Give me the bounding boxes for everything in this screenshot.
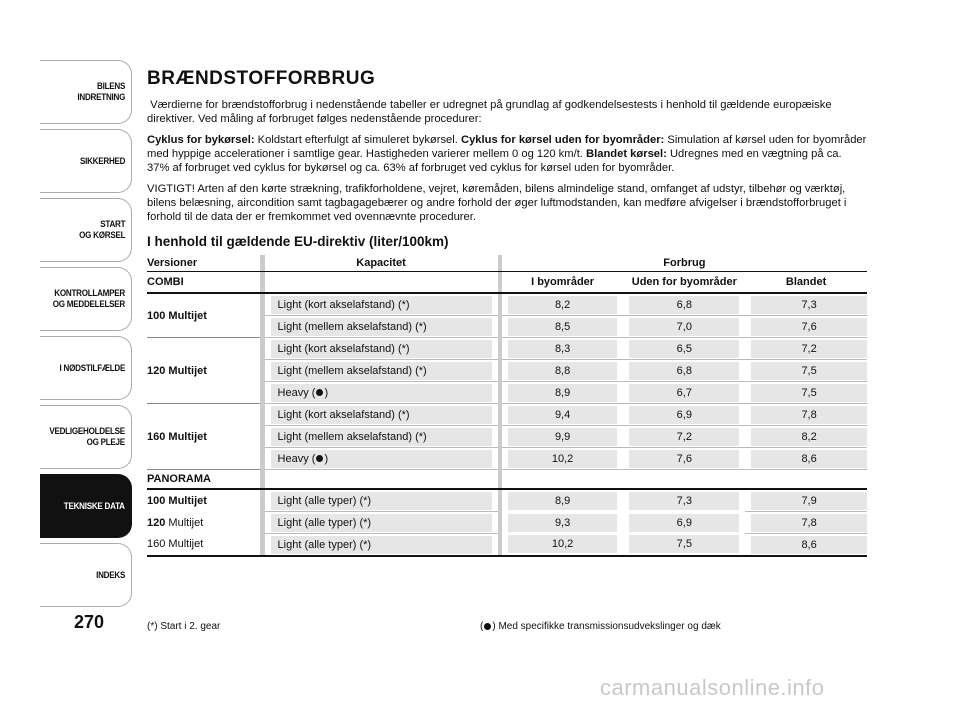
watermark: carmanualsonline.info (600, 675, 825, 700)
extra-urban-value: 6,7 (629, 384, 739, 402)
mixed-value: 7,6 (751, 318, 867, 336)
tab-tekniske-data[interactable] (40, 474, 132, 538)
tab-i-nodstilfaelde[interactable] (40, 336, 132, 400)
urban-cycle-text: Koldstart efterfulgt af simuleret bykørsel. (254, 134, 461, 146)
urban-value: 8,9 (508, 384, 618, 402)
extra-urban-value: 6,8 (629, 362, 739, 380)
capacity-cell: Light (alle typer) (*) (271, 536, 492, 554)
footnote-start-gear: (*) Start i 2. gear (147, 621, 221, 632)
tab-label: TEKNISKE DATA (64, 500, 125, 512)
table-row (147, 489, 867, 512)
extra-urban-value: 7,2 (629, 428, 739, 446)
footnote-text: ) Med specifikke transmissionsudvekslinger og dæk (492, 621, 721, 632)
urban-cycle-label: Cyklus for bykørsel: (147, 134, 255, 146)
urban-value: 8,9 (508, 492, 618, 510)
header-extra-urban: Uden for byområder (623, 272, 745, 294)
table-row (147, 338, 867, 360)
capacity-cell: Light (kort akselafstand) (*) (271, 406, 492, 424)
urban-value: 9,4 (508, 406, 618, 424)
extra-urban-value: 6,9 (629, 406, 739, 424)
main-content (147, 68, 867, 557)
mixed-cycle-text: Udregnes med en vægtning på ca. 37% af forbruget ved cyklus for bykørsel og ca. 63% af forbruget ved cyklus for kørsel uden for byområder. (147, 148, 842, 174)
capacity-cell: Light (mellem akselafstand) (*) (271, 362, 492, 380)
mixed-value: 7,8 (751, 406, 867, 424)
intro-text: Værdierne for brændstofforbrug i nedenstående tabeller er udregnet på grundlag af godkendelsestests i henhold til gældende europæiske direktiver. Ved måling af forbruget følges nedenstående procedurer: (147, 99, 832, 125)
capacity-cell: Light (alle typer) (*) (271, 492, 492, 510)
version-160-multijet: 160 Multijet (147, 404, 260, 470)
tab-sikkerhed[interactable] (40, 129, 132, 193)
panorama-row (147, 470, 867, 490)
header-urban: I byområder (502, 272, 624, 294)
capacity-cell: Light (kort akselafstand) (*) (271, 340, 492, 358)
extra-urban-value: 6,5 (629, 340, 739, 358)
close-paren: ) (324, 452, 329, 465)
tab-label: SIKKERHED (79, 155, 125, 167)
table-row (147, 512, 867, 534)
urban-value: 10,2 (508, 450, 618, 468)
footnote-transmission (480, 621, 721, 632)
extra-urban-value: 6,8 (629, 296, 739, 314)
version-120-multijet (147, 512, 260, 534)
extra-urban-value: 6,9 (629, 514, 739, 532)
capacity-cell: Light (kort akselafstand) (*) (271, 296, 492, 314)
mixed-value: 8,6 (751, 450, 867, 468)
urban-value: 10,2 (508, 535, 618, 553)
version-160-multijet: 160 Multijet (147, 534, 260, 557)
tab-bilens-indretning[interactable] (40, 60, 132, 124)
version-100-multijet: 100 Multijet (147, 293, 260, 338)
mixed-value: 7,3 (751, 296, 867, 314)
important-paragraph: VIGTIGT! Arten af den kørte strækning, trafikforholdene, vejret, køremåden, bilens almindelige stand, omfanget af udstyr, tilbehør og værktøj, bilens belæsning, aircondition samt tagbagagebærer og andre forhold der øger luftmodstanden, kan medføre afvigelser i brændstofforbruget i forhold til de data der er fremkommet ved ovennævnte procedurer. (147, 183, 847, 223)
version-number: 120 (147, 516, 166, 529)
urban-value: 8,2 (508, 296, 618, 314)
header-capacity: Kapacitet (265, 255, 498, 272)
close-paren: ) (324, 386, 329, 399)
page-title: BRÆNDSTOFFORBRUG (147, 68, 376, 89)
capacity-cell (271, 450, 492, 468)
bullet-icon (484, 623, 491, 630)
cycles-paragraph (147, 133, 867, 175)
capacity-text: Heavy ( (277, 386, 316, 399)
extra-urban-value: 7,6 (629, 450, 739, 468)
empty-cell (265, 272, 498, 294)
mixed-cycle-label: Blandet kørsel: (586, 148, 667, 160)
tab-vedligeholdelse[interactable] (40, 405, 132, 469)
extra-cycle-label: Cyklus for kørsel uden for byområder: (461, 134, 665, 146)
capacity-cell: Light (mellem akselafstand) (*) (271, 318, 492, 336)
empty-cell (265, 470, 498, 490)
mixed-value: 7,5 (751, 362, 867, 380)
mixed-value: 8,6 (751, 536, 867, 554)
header-mixed: Blandet (745, 272, 867, 294)
extra-urban-value: 7,0 (629, 318, 739, 336)
capacity-cell (271, 384, 492, 402)
urban-value: 8,8 (508, 362, 618, 380)
tab-label: BILENS INDRETNING (77, 81, 125, 103)
version-120-multijet: 120 Multijet (147, 338, 260, 404)
version-suffix: Multijet (165, 516, 204, 529)
combi-label: COMBI (147, 272, 260, 294)
table-header-row (147, 255, 867, 272)
footnotes (147, 621, 867, 632)
table-subtitle: I henhold til gældende EU-direktiv (liter/100km) (147, 234, 449, 249)
mixed-value: 7,9 (751, 492, 867, 510)
urban-value: 9,9 (508, 428, 618, 446)
table-row (147, 404, 867, 426)
mixed-value: 7,2 (751, 340, 867, 358)
capacity-cell: Light (mellem akselafstand) (*) (271, 428, 492, 446)
bullet-icon (316, 389, 323, 396)
intro-paragraph (147, 98, 867, 126)
capacity-text: Heavy ( (277, 452, 316, 465)
bullet-icon (316, 455, 323, 462)
capacity-cell: Light (alle typer) (*) (271, 514, 492, 532)
urban-value: 9,3 (508, 514, 618, 532)
urban-value: 8,3 (508, 340, 618, 358)
tab-kontrollamper[interactable] (40, 267, 132, 331)
header-consumption: Forbrug (502, 255, 867, 272)
extra-cycle-text: Simulation af kørsel uden for byområder med hyppige accelerationer i samtlige gear. Hastigheden varierer mellem 0 og 120 km/t. (147, 134, 867, 160)
table-row (147, 534, 867, 557)
tab-label: START OG KØRSEL (78, 219, 125, 241)
table-row (147, 293, 867, 316)
mixed-value: 8,2 (751, 428, 867, 446)
tab-label: VEDLIGEHOLDELSE OG PLEJE (49, 426, 125, 448)
table-subheader-row (147, 272, 867, 294)
urban-value: 8,5 (508, 318, 618, 336)
extra-urban-value: 7,3 (629, 492, 739, 510)
footnote-open: ( (480, 621, 484, 632)
header-versions: Versioner (147, 255, 260, 272)
extra-urban-value: 7,5 (629, 535, 739, 553)
mixed-value: 7,8 (751, 514, 867, 532)
tab-label: KONTROLLAMPER OG MEDDELELSER (52, 288, 126, 310)
empty-cell (745, 470, 867, 490)
consumption-table (147, 255, 867, 557)
tab-label: INDEKS (96, 569, 125, 581)
mixed-value: 7,5 (751, 384, 867, 402)
version-100-multijet: 100 Multijet (147, 494, 207, 507)
tab-start-og-korsel[interactable] (40, 198, 132, 262)
empty-cell (502, 470, 624, 490)
tab-label: I NØDSTILFÆLDE (59, 362, 125, 374)
panorama-label: PANORAMA (147, 470, 260, 490)
tab-indeks[interactable] (40, 543, 132, 607)
empty-cell (623, 470, 745, 490)
chapter-tabs (40, 60, 132, 612)
page-number: 270 (74, 612, 105, 632)
